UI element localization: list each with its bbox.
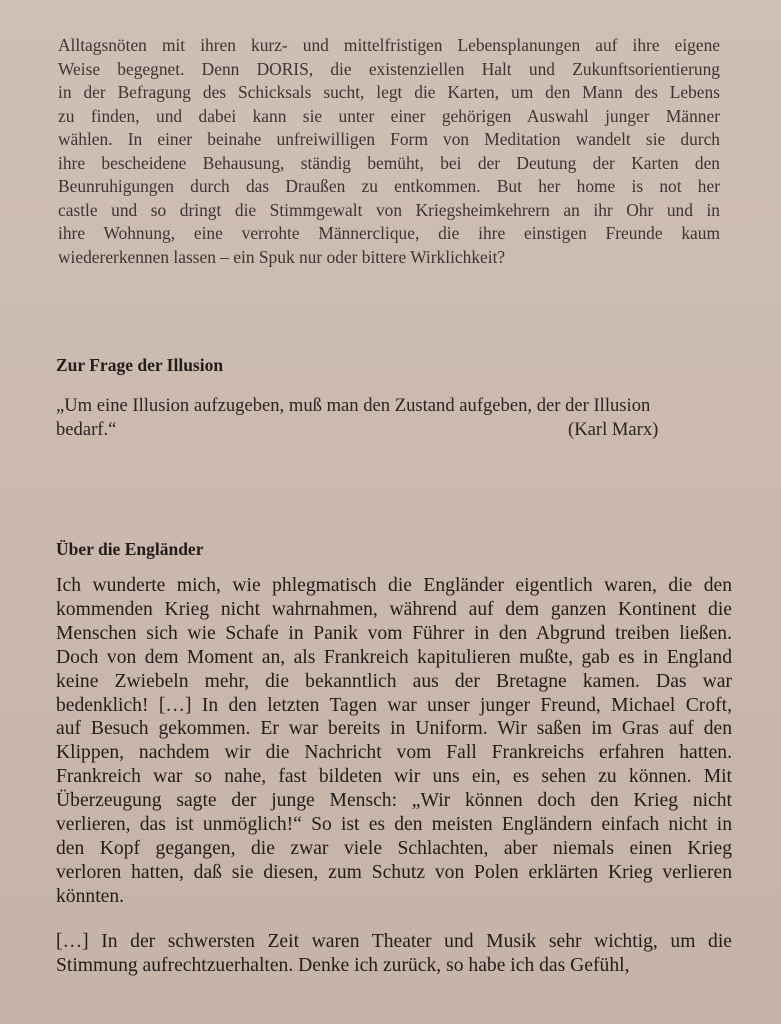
- text-line: castle und so dringt die Stimmgewalt von Kriegsheimkehrern an ihr Ohr und in: [58, 199, 720, 220]
- englaender-paragraph-1: [56, 574, 732, 909]
- text-line: Klippen, nachdem wir die Nachricht vom Fall Frankreichs erfahren hatten.: [56, 742, 732, 764]
- text-line: keine Zwiebeln mehr, die bekanntlich aus der Bretagne kamen. Das war: [56, 670, 732, 692]
- text-line: auf Besuch gekommen. Er war bereits in Uniform. Wir saßen im Gras auf den: [56, 718, 732, 740]
- text-line: Menschen sich wie Schafe in Panik vom Führer in den Abgrund treiben ließen.: [56, 622, 732, 644]
- englaender-paragraph-2: [56, 930, 732, 978]
- text-line: verlieren, das ist unmöglich!“ So ist es den meisten Engländern einfach nicht in: [56, 814, 732, 836]
- text-line: […] In der schwersten Zeit waren Theater und Musik sehr wichtig, um die: [56, 931, 732, 952]
- text-line: zu finden, und dabei kann sie unter einer gehörigen Auswahl junger Männer: [58, 105, 720, 126]
- text-line: ihre bescheidene Behausung, ständig bemüht, bei der Deutung der Karten den: [58, 152, 720, 173]
- text-line: verloren hatten, daß sie diesen, zum Schutz von Polen erklärten Krieg verlieren: [56, 861, 732, 883]
- text-line: Weise begegnet. Denn DORIS, die existenziellen Halt und Zukunftsorientierung: [58, 58, 720, 79]
- text-line: ihre Wohnung, eine verrohte Männerclique, die ihre einstigen Freunde kaum: [58, 223, 720, 243]
- text-line: kommenden Krieg nicht wahrnahmen, während auf dem ganzen Kontinent die: [56, 598, 732, 620]
- text-line: wählen. In einer beinahe unfreiwilligen Form von Meditation wandelt sie durch: [58, 129, 720, 149]
- text-line: wiedererkennen lassen – ein Spuk nur oder bittere Wirklichkeit?: [58, 246, 506, 267]
- section-heading-illusion: Zur Frage der Illusion: [56, 355, 224, 375]
- text-line: den Kopf gegangen, die zwar viele Schlachten, aber niemals einen Krieg: [56, 837, 732, 859]
- text-line: könnten.: [56, 885, 125, 907]
- text-line: Doch von dem Moment an, als Frankreich kapitulieren mußte, gab es in England: [56, 646, 732, 668]
- text-line: Alltagsnöten mit ihren kurz- und mittelfristigen Lebensplanungen auf ihre eigene: [58, 35, 720, 55]
- section-heading-englaender: Über die Engländer: [56, 539, 204, 559]
- marx-quote: [56, 394, 724, 442]
- text-line: Ich wunderte mich, wie phlegmatisch die Engländer eigentlich waren, die den: [56, 575, 732, 596]
- text-line: Beunruhigungen durch das Draußen zu entkommen. But her home is not her: [58, 176, 720, 196]
- quote-author: (Karl Marx): [568, 419, 659, 440]
- text-line: in der Befragung des Schicksals sucht, legt die Karten, um den Mann des Lebens: [58, 82, 720, 102]
- text-line: Stimmung aufrechtzuerhalten. Denke ich zurück, so habe ich das Gefühl,: [56, 954, 630, 976]
- quote-line: „Um eine Illusion aufzugeben, muß man den Zustand aufgeben, der der Illusion: [56, 395, 651, 416]
- quote-line: bedarf.“: [56, 419, 117, 440]
- text-line: Überzeugung sagte der junge Mensch: „Wir können doch den Krieg nicht: [56, 790, 732, 812]
- intro-paragraph: [58, 34, 720, 269]
- text-line: bedenklich! […] In den letzten Tagen war unser junger Freund, Michael Croft,: [56, 694, 732, 716]
- text-line: Frankreich war so nahe, fast bildeten wir uns ein, es sehen zu können. Mit: [56, 766, 732, 788]
